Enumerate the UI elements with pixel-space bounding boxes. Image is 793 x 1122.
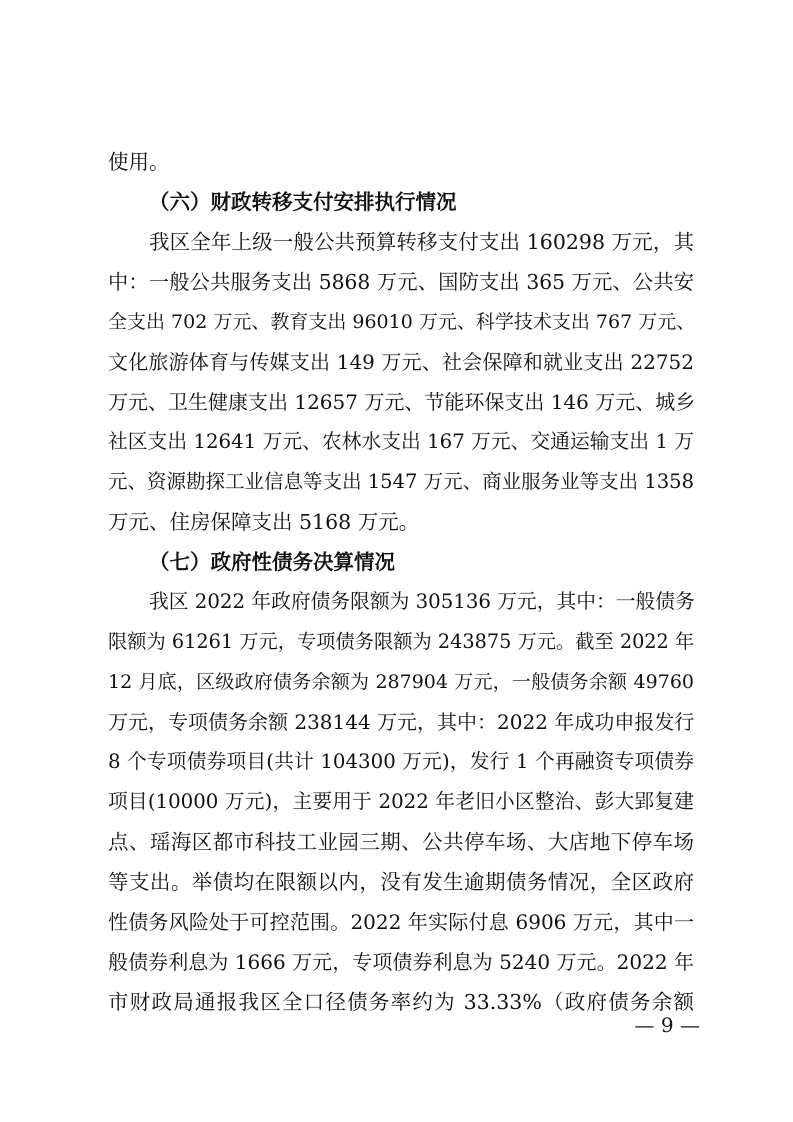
page-number: — 9 — xyxy=(634,1013,700,1037)
paragraph-line: 般债券利息为 1666 万元，专项债券利息为 5240 万元。2022 年 xyxy=(108,950,694,974)
paragraph-line: 万元、住房保障支出 5168 万元。 xyxy=(108,510,420,534)
paragraph-line: 万元、卫生健康支出 12657 万元、节能环保支出 146 万元、城乡 xyxy=(108,390,696,414)
paragraph-line: 元、资源勘探工业信息等支出 1547 万元、商业服务业等支出 1358 xyxy=(108,470,694,493)
paragraph-line: 中：一般公共服务支出 5868 万元、国防支出 365 万元、公共安 xyxy=(108,270,694,294)
section-heading-government-debt: （七）政府性债务决算情况 xyxy=(149,550,395,574)
paragraph-line: 12 月底，区级政府债务余额为 287904 万元，一般债务余额 49760 xyxy=(108,671,694,693)
paragraph-line: 使用。 xyxy=(108,150,170,174)
paragraph-line: 我区 2022 年政府债务限额为 305136 万元，其中：一般债务 xyxy=(149,590,695,613)
paragraph-line: 性债务风险处于可控范围。2022 年实际付息 6906 万元，其中一 xyxy=(108,910,694,934)
section-heading-transfer-payments: （六）财政转移支付安排执行情况 xyxy=(149,190,457,214)
paragraph-line: 8 个专项债券项目(共计 104300 万元)，发行 1 个再融资专项债券 xyxy=(108,750,694,773)
paragraph-line: 文化旅游体育与传媒支出 149 万元、社会保障和就业支出 22752 xyxy=(108,350,694,374)
paragraph-line: 限额为 61261 万元，专项债务限额为 243875 万元。截至 2022 年 xyxy=(108,630,695,653)
paragraph-line: 全支出 702 万元、教育支出 96010 万元、科学技术支出 767 万元、 xyxy=(108,311,696,333)
paragraph-line: 点、瑶海区都市科技工业园三期、公共停车场、大店地下停车场 xyxy=(108,830,694,854)
paragraph-line: 社区支出 12641 万元、农林水支出 167 万元、交通运输支出 1 万 xyxy=(108,430,694,453)
paragraph-line: 项目(10000 万元)，主要用于 2022 年老旧小区整治、彭大郢复建 xyxy=(108,790,694,813)
paragraph-line: 万元，专项债务余额 238144 万元，其中：2022 年成功申报发行 xyxy=(108,710,695,734)
paragraph-line: 我区全年上级一般公共预算转移支付支出 160298 万元，其 xyxy=(149,230,694,254)
paragraph-line: 市财政局通报我区全口径债务率约为 33.33%（政府债务余额 xyxy=(108,990,694,1014)
paragraph-line: 等支出。举债均在限额以内，没有发生逾期债务情况，全区政府 xyxy=(108,870,694,894)
